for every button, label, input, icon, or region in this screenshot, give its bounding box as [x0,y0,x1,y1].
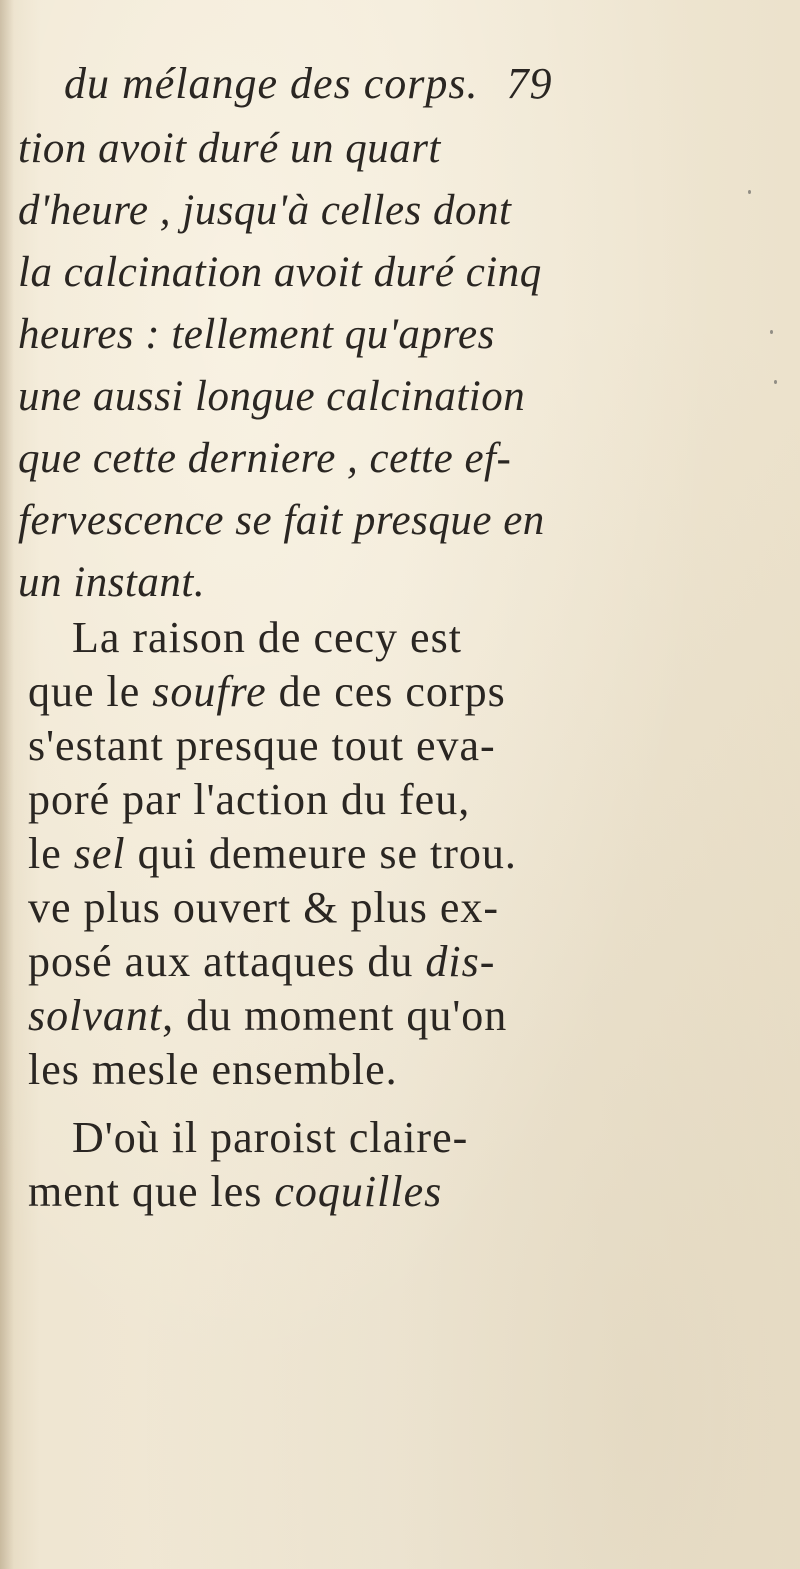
text-line: un instant. [18,559,206,606]
text-line: fervescence se fait presque en [18,497,545,544]
paragraph-line: posé aux attaques du dis- [28,937,496,986]
running-title: du mélange des corps. [64,59,479,108]
paragraph-line: La raison de cecy est [72,613,462,662]
text-line: tion avoit duré un quart [18,125,441,172]
text-line: heures : tellement qu'apres [18,311,495,358]
paper-speck [748,190,751,194]
paragraph-line: D'où il paroist claire- [72,1113,469,1162]
page-gutter-shadow [0,0,14,1569]
paragraph-line: le sel qui demeure se trou. [28,829,517,878]
paper-speck [774,380,777,384]
text-line: que cette derniere , cette ef- [18,435,512,482]
paragraph-line: ment que les coquilles [28,1167,443,1216]
page-number: 79 [506,59,553,108]
paragraph-line: s'estant presque tout eva- [28,721,496,770]
text-line: une aussi longue calcination [18,373,526,420]
paragraph-line: solvant, du moment qu'on [28,991,508,1040]
running-header [64,58,553,109]
text-line: la calcination avoit duré cinq [18,249,542,296]
paragraph-line: poré par l'action du feu, [28,775,471,824]
paragraph-line: ve plus ouvert & plus ex- [28,883,500,932]
text-line: d'heure , jusqu'à celles dont [18,187,512,234]
paragraph-line: les mesle ensemble. [28,1045,398,1094]
paragraph-line: que le soufre de ces corps [28,667,506,716]
paper-speck [770,330,773,334]
